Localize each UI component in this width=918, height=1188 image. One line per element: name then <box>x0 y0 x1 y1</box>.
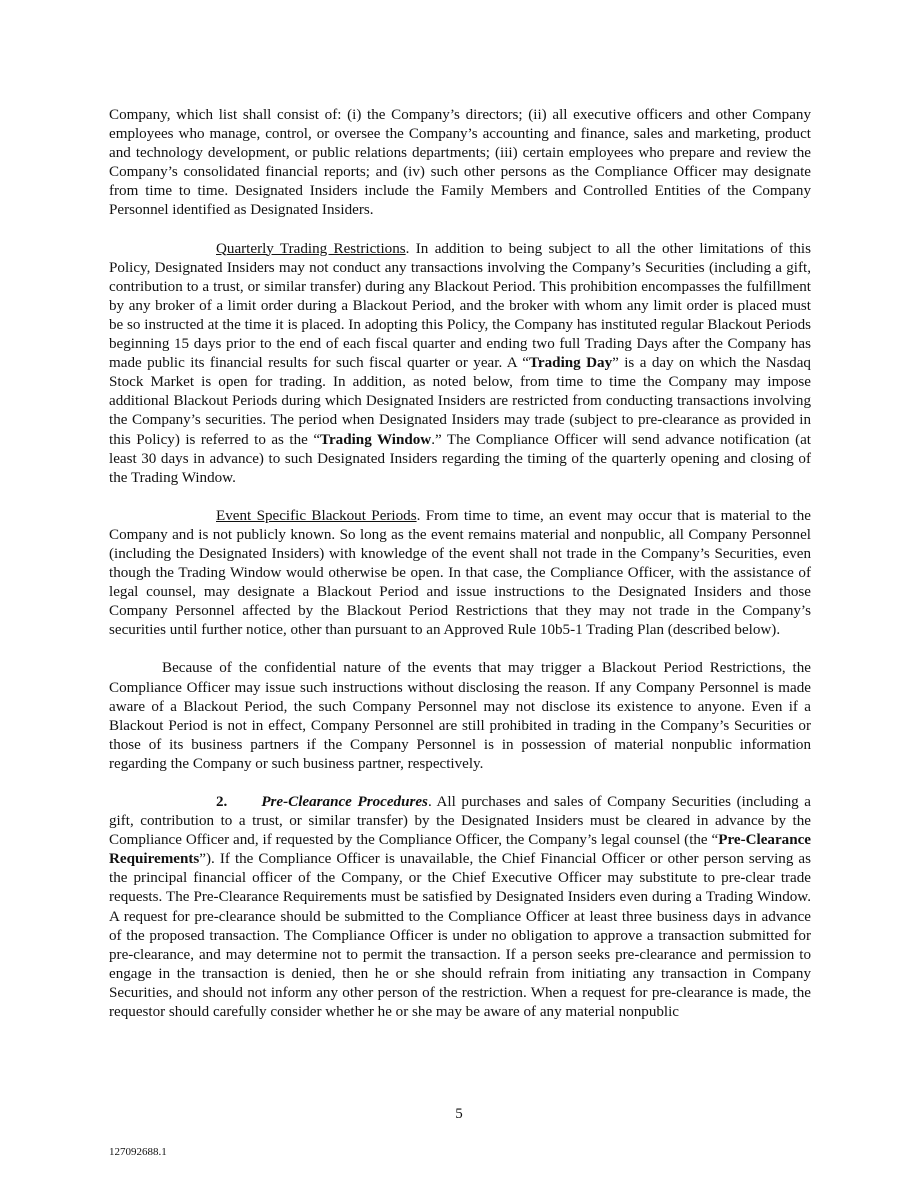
paragraph-text: . From time to time, an event may occur that is material to the Company and is not publicly known. So long as the event remains material and nonpublic, all Company Personnel (including the Designated Insiders) with knowledge of the event shall not trade in the Company’s Securities, even though the Trading Window would otherwise be open. In that case, the Compliance Officer, with the assistance of legal counsel, may designate a Blackout Period and issue instructions to the Designated Insiders and those Company Personnel affected by the Blackout Period Restrictions that they may not trade in the Company’s securities until further notice, other than pursuant to an Approved Rule 10b5-1 Trading Plan (described below). <box>109 507 811 639</box>
paragraph-pre-clearance-procedures <box>109 793 811 1022</box>
document-page <box>109 106 811 1041</box>
heading-event-specific-blackout-periods: Event Specific Blackout Periods <box>216 507 417 524</box>
heading-quarterly-trading-restrictions: Quarterly Trading Restrictions <box>216 240 406 257</box>
heading-pre-clearance-procedures: Pre-Clearance Procedures <box>261 794 428 810</box>
defined-term-trading-window: Trading Window <box>320 431 432 448</box>
defined-term-pre-clearance-requirements: Pre-Clearance Requirements <box>109 832 811 868</box>
paragraph-text: . In addition to being subject to all the other limitations of this Policy, Designated Insiders may not conduct any transactions involving the Company’s Securities (including a gift, contribution to a trust, or similar transfer) during any Blackout Period. This prohibition encompasses the fulfillment by any broker of a limit order during a Blackout Period, and the broker with whom any limit order is placed must be so instructed at the time it is placed. In adopting this Policy, the Company has instituted regular Blackout Periods beginning 15 days prior to the end of each fiscal quarter and ending two full Trading Days after the Company has made public its financial results for such fiscal quarter or year. A “ <box>109 240 811 372</box>
document-id: 127092688.1 <box>109 1146 167 1158</box>
paragraph-text: ”). If the Compliance Officer is unavailable, the Chief Financial Officer or other person serving as the principal financial officer of the Company, or the Chief Executive Officer may substitute to pre-clear trade requests. The Pre-Clearance Requirements must be satisfied by Designated Insiders even during a Trading Window. A request for pre-clearance should be submitted to the Compliance Officer at least three business days in advance of the proposed transaction. The Compliance Officer is under no obligation to approve a transaction submitted for pre-clearance, and may determine not to permit the transaction. If a person seeks pre-clearance and permission to engage in the transaction is denied, then he or she should refrain from initiating any transaction in Company Securities, and should not inform any other person of the restriction. When a request for pre-clearance is made, the requestor should carefully consider whether he or she may be aware of any material nonpublic <box>109 851 811 1021</box>
paragraph-quarterly-trading-restrictions <box>109 240 811 488</box>
page-number: 5 <box>455 1106 463 1122</box>
defined-term-trading-day: Trading Day <box>528 355 613 372</box>
section-number: 2. <box>216 794 228 810</box>
paragraph-text: . All purchases and sales of Company Securities (including a gift, contribution to a trust, or similar transfer) by the Designated Insiders must be cleared in advance by the Compliance Officer and, if requested by the Compliance Officer, the Company’s legal counsel (the “ <box>109 794 811 849</box>
paragraph-event-specific-blackout <box>109 507 811 641</box>
paragraph-text: ” is a day on which the Nasdaq Stock Market is open for trading. In addition, as noted below, from time to time the Company may impose additional Blackout Periods during which Designated Insiders are restricted from conducting transactions involving the Company’s securities. The period when Designated Insiders may trade (subject to pre-clearance as provided in this Policy) is referred to as the “ <box>109 355 811 448</box>
paragraph-text: .” The Compliance Officer will send advance notification (at least 30 days in advance) to such Designated Insiders regarding the timing of the quarterly opening and closing of the Trading Window. <box>109 431 811 486</box>
paragraph-designated-insiders: Company, which list shall consist of: (i) the Company’s directors; (ii) all executive officers and other Company employees who manage, control, or oversee the Company’s accounting and finance, sales and marketing, product and technology development, or public relations departments; (iii) certain employees who prepare and review the Company’s consolidated financial reports; and (iv) such other persons as the Compliance Officer may designate from time to time. Designated Insiders include the Family Members and Controlled Entities of the Company Personnel identified as Designated Insiders. <box>109 107 811 219</box>
paragraph-confidential-nature: Because of the confidential nature of the events that may trigger a Blackout Period Restrictions, the Compliance Officer may issue such instructions without disclosing the reason. If any Company Personnel is made aware of a Blackout Period, the such Company Personnel may not disclose its existence to anyone. Even if a Blackout Period is not in effect, Company Personnel are still prohibited in trading in the Company’s Securities or those of its business partners if the Company Personnel is in possession of material nonpublic information regarding the Company or such business partner, respectively. <box>109 660 811 772</box>
